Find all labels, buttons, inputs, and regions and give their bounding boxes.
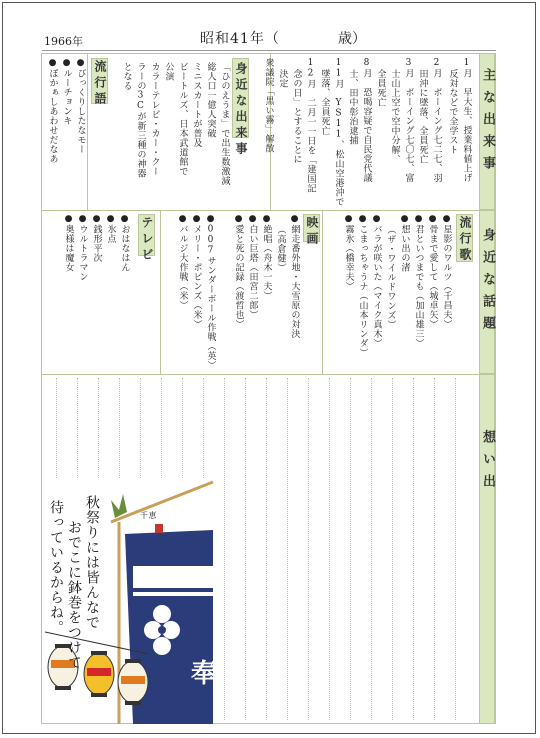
event-line: 8月 恐喝容疑で自民党代議 <box>361 58 372 183</box>
header-title: 昭和41年（ <box>200 31 280 47</box>
writing-line <box>266 378 267 720</box>
writing-line <box>392 378 393 720</box>
song-line: ●想い出の渚 <box>399 214 410 272</box>
movies-title: 映画 <box>305 216 319 248</box>
song-line: ●星影のワルツ（千昌夫） <box>441 214 452 329</box>
event-line: 田沖に墜落、全員死亡 <box>417 69 428 164</box>
writing-line <box>182 378 183 478</box>
topics-title: 身近な出来事 <box>234 62 248 158</box>
banner-character: 奉 <box>191 659 218 689</box>
event-line: 念の日」とすることに <box>291 69 302 164</box>
writing-line <box>161 378 162 478</box>
side-tab-memories <box>479 374 495 724</box>
tv-line: ●ウルトラマン <box>77 214 88 282</box>
songs-title: 流行歌 <box>458 216 472 264</box>
divider-movies <box>322 210 323 374</box>
calligraphy-line-3: 待っているからね。 <box>48 500 64 635</box>
topic-line: 総人口一億人突破 <box>205 62 216 138</box>
calligraphy-line-1: 秋祭りには皆んなで <box>84 495 100 630</box>
divider-row-1 <box>41 210 496 211</box>
song-line: ●霧氷（橋幸夫） <box>343 214 354 291</box>
movie-line: ●絶唱（舟木一夫） <box>261 214 272 301</box>
song-line: （ザ・ワイルドワンズ） <box>385 225 396 330</box>
calligraphy-line-2: おでこに鉢巻をつけて <box>66 520 82 670</box>
writing-line <box>245 378 246 720</box>
topic-line: 公演 <box>163 62 174 81</box>
event-line: 衆議院「黒い霧」解散 <box>263 58 274 153</box>
divider-row-2 <box>41 374 496 375</box>
writing-line <box>119 378 120 478</box>
song-line: ●バラが咲いた（マイク真木） <box>371 214 382 348</box>
movie-line: ●メリー・ポピンズ（米） <box>191 214 202 329</box>
movie-line: ●愛と死の記録（渡哲也） <box>233 214 244 329</box>
song-line: ●骨まで愛して（城卓矢） <box>427 214 438 329</box>
writing-line <box>287 378 288 720</box>
side-label-personal: 身近な話題 <box>480 228 495 338</box>
tv-title: テレビ <box>140 216 154 264</box>
topic-line: ミニスカートが普及 <box>191 62 202 148</box>
writing-line <box>224 378 225 720</box>
writing-line <box>308 378 309 720</box>
movie-line: ●007サンダーボール作戦（英） <box>205 214 216 370</box>
event-line: 2月 ボーイング七二七、羽 <box>431 58 442 183</box>
topic-line: となる <box>121 62 132 91</box>
writing-line <box>371 378 372 720</box>
event-line: 反対などで全学スト <box>447 69 458 155</box>
writing-line <box>329 378 330 720</box>
buzzword-line: ●びっくりしたなモー <box>75 58 86 154</box>
event-line: 士山上空で空中分解、 <box>389 69 400 164</box>
header-age-label: 歳） <box>338 31 366 47</box>
writing-line <box>203 378 204 478</box>
event-line: 12月 二月一一日を「建国記 <box>305 58 316 193</box>
tv-line: ●銭形平次 <box>91 214 102 263</box>
topic-line: ビートルズ、日本武道館で <box>177 62 188 176</box>
header-year: 1966年 <box>44 35 83 48</box>
buzzword-line: ●ルーチョンキ <box>61 58 72 126</box>
topic-line: ラーの3Cが新三種の神器 <box>135 62 146 178</box>
event-line: 墜落、全員死亡 <box>319 69 330 136</box>
divider-buzzword <box>87 53 88 210</box>
movie-line: （高倉健） <box>275 225 286 273</box>
tv-line: ●奥様は魔女 <box>63 214 74 272</box>
writing-line <box>98 378 99 478</box>
side-label-events: 主な出来事 <box>480 68 495 178</box>
writing-line <box>350 378 351 720</box>
buzzword-title: 流行語 <box>93 60 107 108</box>
event-line: 11月 YS11、松山空港沖で <box>333 58 344 207</box>
event-line: 1月 早大生、授業料値上げ <box>461 58 472 183</box>
topic-line: カラーテレビ・カー・クー <box>149 62 160 176</box>
divider-tv <box>160 210 161 374</box>
buzzword-line: ●ぼかぁしあわせだなあ <box>47 58 58 164</box>
writing-line <box>434 378 435 720</box>
artist-seal: 千恵 <box>140 511 157 520</box>
writing-line <box>413 378 414 720</box>
event-line: 全員死亡 <box>375 69 386 107</box>
side-label-memories: 想い出 <box>480 430 495 496</box>
event-line: 士、田中彰治逮捕 <box>347 69 358 145</box>
writing-line <box>455 378 456 720</box>
writing-line <box>77 378 78 478</box>
header-rule <box>42 50 496 51</box>
writing-line <box>56 378 57 478</box>
movie-line: ●バルジ大作戦（米） <box>177 214 188 310</box>
song-line: ●君といつまでも（加山雄三） <box>413 214 424 348</box>
tv-line: ●おはなはん <box>119 214 130 272</box>
event-line: 決定 <box>277 69 288 88</box>
movie-line: ●網走番外地・大雪原の対決 <box>289 214 300 339</box>
writing-line <box>140 378 141 478</box>
tv-line: ●氷点 <box>105 214 116 244</box>
movie-line: ●白い巨塔（田宮二郎） <box>247 214 258 320</box>
song-line: ●こまっちゃうナ（山本リンダ） <box>357 214 368 358</box>
event-line: 3月 ボーイング七〇七、富 <box>403 58 414 183</box>
topic-line: 「ひのえうま」で出生数激減 <box>219 62 230 186</box>
